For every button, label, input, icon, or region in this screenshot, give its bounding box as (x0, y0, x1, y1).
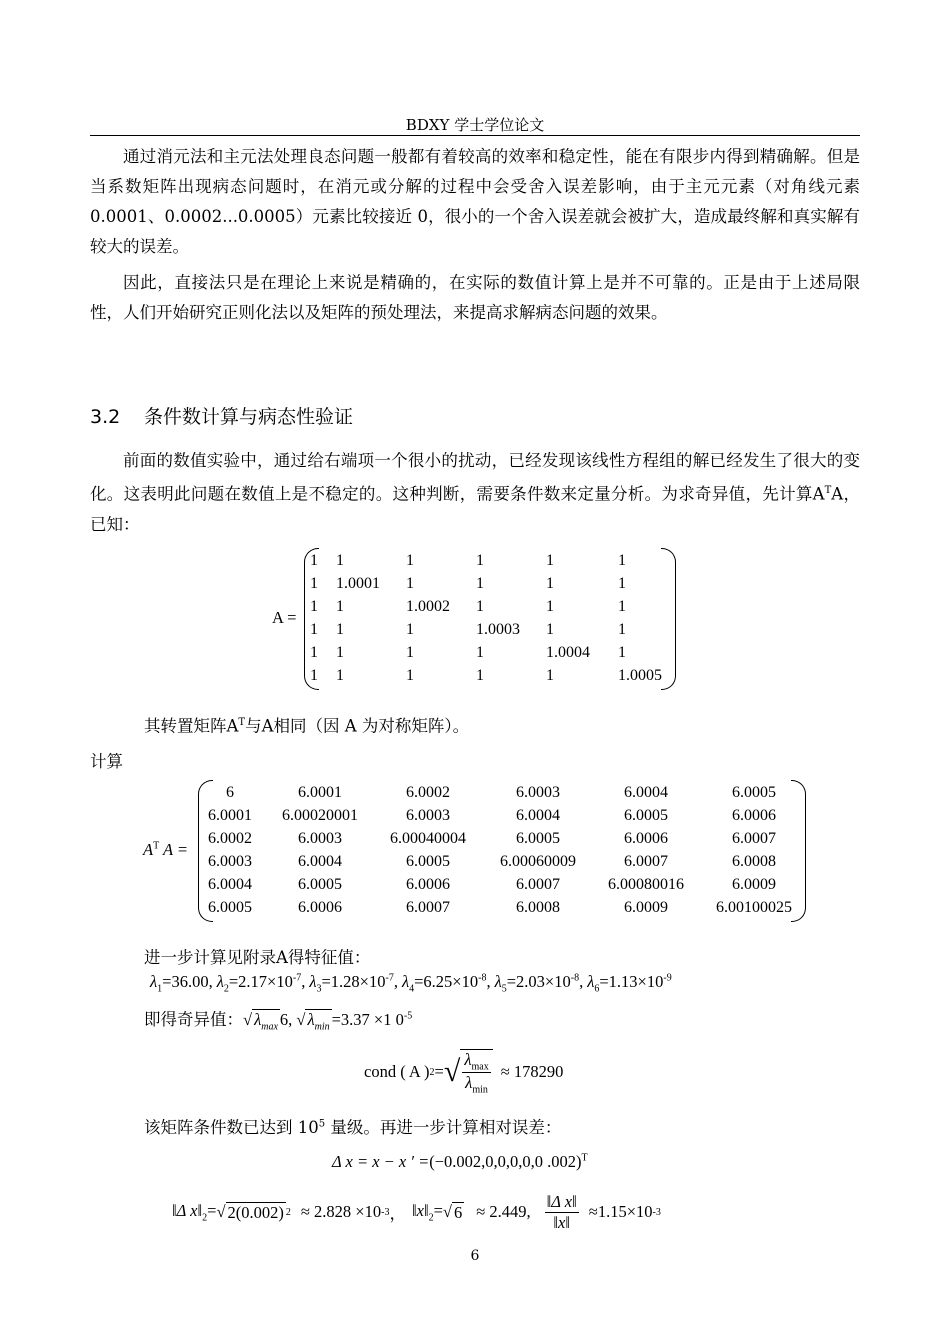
matrix-ata-cell: 6.0001 (208, 807, 252, 824)
matrix-a-cell: 1 (476, 644, 484, 661)
transpose-text-a: 其转置矩阵A (144, 716, 239, 736)
norm2-value: 6 (453, 1202, 463, 1222)
eigen-intro: 进一步计算见附录A得特征值： (144, 948, 371, 967)
matrix-a-cell: 1 (618, 644, 626, 661)
ata-b: A = (159, 840, 189, 859)
matrix-ata-cell: 6.0009 (732, 876, 776, 893)
singular-min-value: =3.37 (331, 1010, 370, 1029)
matrix-ata-cell: 6.0006 (298, 899, 342, 916)
matrix-a-cell: 1 (618, 621, 626, 638)
matrix-ata-cell: 6.0003 (298, 830, 342, 847)
matrix-a-cell: 1 (406, 621, 414, 638)
matrix-ata-cell: 6.0007 (732, 830, 776, 847)
matrix-ata-cell: 6.0005 (516, 830, 560, 847)
cond-den-sub: min (472, 1084, 488, 1096)
matrix-a-cell: 1 (546, 552, 554, 569)
singular-max-sub: max (261, 1021, 278, 1033)
intro-text-1: 通过消元法和主元法处理良态问题一般都有着较高的效率和稳定性，能在有限步内得到精确解。但是当系数矩阵出现病态问题时，在消元或分解的过程中会受舍入误差影响，由于主元元素（对角线元素 0.0001、0.0002...0.0005）元素比较接近 0，很小的一个舍入误差就会被扩大，造成最终解和真实解有较大的误差。 (90, 147, 860, 256)
matrix-a-cell: 1.0004 (546, 644, 590, 661)
matrix-a-cell: 1 (546, 667, 554, 684)
sqrt-icon: √ (243, 1010, 253, 1029)
cond-text (144, 1114, 561, 1138)
norm1-sup: 2 (285, 1206, 291, 1218)
matrix-a-label: A = (272, 608, 297, 627)
matrix-a-cell: 1 (546, 575, 554, 592)
matrix-a-cell: 1 (476, 667, 484, 684)
matrix-a-cell: 1 (310, 667, 318, 684)
cond-equation: cond ( A ) 2 = √ $\frac{\lambda_{max}}{\lambda_{min}}$ ≈ 178290 (364, 1049, 564, 1096)
intro-text-2: 因此，直接法只是在理论上来说是精确的，在实际的数值计算上是并不可靠的。正是由于上述局限性，人们开始研究正则化法以及矩阵的预处理法，来提高求解病态问题的效果。 (90, 273, 860, 322)
running-header: BDXY 学士学位论文 (405, 116, 545, 134)
page-number: 6 (470, 1248, 480, 1264)
section-number: 3.2 (90, 406, 121, 428)
matrix-a-cell: 1 (336, 667, 344, 684)
intro-paragraph-2 (90, 268, 860, 328)
matrix-ata-cell: 6.0004 (208, 876, 252, 893)
matrix-a-cell: 1 (476, 575, 484, 592)
matrix-ata-cell: 6.0005 (208, 899, 252, 916)
header-rule (90, 135, 860, 136)
eigenvalue: $\lambda_3=1.28\times 10^{-7}$, (309, 972, 398, 995)
matrix-ata-cell: 6.0003 (406, 807, 450, 824)
ata-sup: T (153, 840, 160, 852)
cond-fraction: $\frac{\lambda_{max}}{\lambda_{min}}$ (460, 1049, 492, 1096)
matrix-a-cell: 1 (336, 644, 344, 661)
relative-error-fraction: $\frac{\text{‖Δ x‖}}{‖x‖}$ (546, 1191, 577, 1232)
eigenvalue: $\lambda_4=6.25\times 10^{-8}$, (401, 972, 491, 995)
eigenvalue: $\lambda_2=2.17\times 10^{-7}$, (216, 972, 306, 995)
matrix-ata-cell: 6.0007 (516, 876, 560, 893)
matrix-a-cell: 1 (310, 575, 318, 592)
matrix-ata-cell: 6.0001 (298, 784, 342, 801)
matrix-a-cell: 1 (310, 644, 318, 661)
delta-equation (332, 1152, 588, 1172)
cond-text-b: 量级。再进一步计算相对误差： (325, 1118, 562, 1137)
matrix-ata (198, 780, 806, 922)
singular-max-value: 6, (279, 1010, 293, 1029)
matrix-ata-cell: 6.00080016 (608, 876, 684, 893)
matrix-a-cell: 1 (618, 552, 626, 569)
matrix-ata-cell: 6.0005 (624, 807, 668, 824)
matrix-ata-cell: 6.0005 (298, 876, 342, 893)
matrix-ata-cell: 6.0006 (406, 876, 450, 893)
matrix-ata-cell: 6.0002 (208, 830, 252, 847)
matrix-a-cell: 1 (406, 644, 414, 661)
matrix-a-cell: 1 (546, 621, 554, 638)
matrix-a-cell: 1 (310, 621, 318, 638)
matrix-ata-cell: 6.0007 (624, 853, 668, 870)
matrix-a-cell: 1 (336, 621, 344, 638)
transpose-text (144, 708, 844, 742)
matrix-ata-cell: 6.0008 (732, 853, 776, 870)
delta-lhs: Δ x = x − x ′ = (332, 1152, 430, 1171)
matrix-ata-cell: 6.0004 (516, 807, 560, 824)
section-text-tail: A，已知： (90, 484, 860, 534)
matrix-a-cell: 1 (406, 667, 414, 684)
eigenvalue: $\lambda_6=1.13\times 10^{-9}$ (587, 972, 672, 995)
intro-paragraph-1 (90, 142, 860, 262)
eigenvalue: $\lambda_5=2.03\times 10^{-8}$, (494, 972, 584, 995)
matrix-ata-cell: 6.0003 (208, 853, 252, 870)
matrix-a-cell: 1 (406, 552, 414, 569)
matrix-a-cell: 1 (476, 552, 484, 569)
norm2-result: ≈ 2.449, (476, 1202, 531, 1221)
compute-label: 计算 (90, 752, 123, 771)
relative-error-result: ≈1.15×10 (588, 1202, 653, 1221)
transpose-text-b: 与A相同（因 A 为对称矩阵）。 (245, 716, 470, 736)
eigenvalue-list (150, 972, 676, 994)
cond-result: ≈ 178290 (500, 1062, 564, 1081)
norm1-exp: -3 (381, 1206, 390, 1218)
norm1-value: ≈ 2.828 ×10 (300, 1202, 382, 1221)
matrix-a-cell: 1.0003 (476, 621, 520, 638)
matrix-ata-cell: 6.00060009 (500, 853, 576, 870)
relative-error-exp: -3 (652, 1206, 661, 1218)
matrix-ata-cell: 6.00020001 (282, 807, 358, 824)
transpose-paragraph (144, 708, 844, 742)
norm-equations: ‖Δ $x‖_2=$ √ 2(0.002) 2 ≈ 2.828 ×10 -3 ， $‖x‖_2=$ √ 6 ≈ 2.449, $\frac{\text{‖Δ x‖}}{‖x‖}$ ≈1.15×10 -3 (172, 1191, 661, 1232)
matrix-ata-cell: 6.0005 (732, 784, 776, 801)
singular-label: 即得奇异值： (144, 1010, 243, 1029)
section-title: 条件数计算与病态性验证 (144, 406, 354, 428)
matrix-a (304, 548, 676, 690)
matrix-ata-cell: 6.0004 (298, 853, 342, 870)
norm1-inner: 2(0.002) (227, 1202, 284, 1222)
section-heading (90, 402, 353, 429)
matrix-a-cell: 1.0002 (406, 598, 450, 615)
section-paragraph (90, 446, 860, 540)
matrix-ata-cell: 6.00040004 (390, 830, 466, 847)
matrix-a-cell: 1 (336, 552, 344, 569)
matrix-a-cell: 1.0005 (618, 667, 662, 684)
matrix-a-cell: 1 (618, 598, 626, 615)
matrix-ata-cell: 6.0002 (406, 784, 450, 801)
section-text-main: 前面的数值实验中，通过给右端项一个很小的扰动，已经发现该线性方程组的解已经发生了很大的变化。这表明此问题在数值上是不稳定的。这种判断，需要条件数来定量分析。为求奇异值，先计算A (90, 451, 860, 504)
matrix-a-cell: 1 (406, 575, 414, 592)
cond-sub: 2 (429, 1066, 435, 1078)
matrix-ata-cell: 6.0006 (732, 807, 776, 824)
eigenvalue: $\lambda_1=36.00$, (150, 972, 213, 995)
sqrt-icon: √ (443, 1055, 461, 1088)
section-text (90, 446, 860, 540)
matrix-ata-cell: 6 (226, 784, 234, 801)
ata-a: A (143, 840, 154, 859)
singular-min-sub: min (314, 1021, 330, 1033)
matrix-a-cell: 1 (476, 598, 484, 615)
sqrt-icon: √ (216, 1202, 226, 1221)
matrix-ata-cell: 6.0004 (624, 784, 668, 801)
section-text-sup: T (824, 485, 832, 496)
singular-values: 即得奇异值：√ $\lambda_{max}$ 6, √ $\lambda_{min} =3.37 \times 1$ $0^{-5}$ (144, 1010, 413, 1033)
singular-min-exp: -5 (403, 1010, 413, 1022)
matrix-a-cell: 1 (618, 575, 626, 592)
matrix-ata-cell: 6.0005 (406, 853, 450, 870)
sqrt-icon: √ (296, 1010, 306, 1029)
matrix-a-cell: 1 (546, 598, 554, 615)
cond-left: cond ( A ) (364, 1062, 430, 1081)
matrix-a-right-bracket (661, 548, 676, 690)
matrix-a-cell: 1 (336, 598, 344, 615)
delta-vector: (−0.002,0,0,0,0,0 .002) (429, 1152, 582, 1171)
matrix-a-cell: 1.0001 (336, 575, 380, 592)
matrix-ata-cell: 6.00100025 (716, 899, 792, 916)
cond-text-sup: 5 (318, 1118, 326, 1130)
matrix-ata-cell: 6.0008 (516, 899, 560, 916)
matrix-ata-cell: 6.0006 (624, 830, 668, 847)
sqrt-icon: √ (442, 1202, 452, 1221)
transpose-sup: T (238, 717, 246, 728)
matrix-ata-cell: 6.0009 (624, 899, 668, 916)
matrix-ata-cell: 6.0007 (406, 899, 450, 916)
cond-text-a: 该矩阵条件数已达到 10 (144, 1118, 319, 1137)
matrix-ata-cell: 6.0003 (516, 784, 560, 801)
delta-sup: T (581, 1152, 588, 1164)
cond-num-sub: max (471, 1061, 489, 1072)
matrix-a-cell: 1 (310, 552, 318, 569)
matrix-a-cell: 1 (310, 598, 318, 615)
